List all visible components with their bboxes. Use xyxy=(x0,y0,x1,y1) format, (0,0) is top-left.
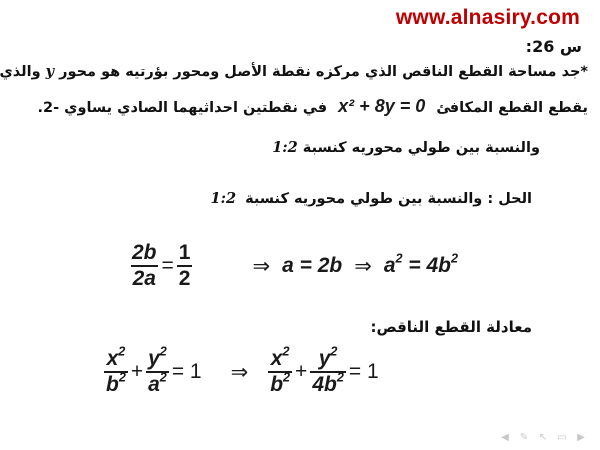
ellipse-sub-term-y: $\frac{y^2}{4b^2}$ xyxy=(312,344,344,397)
ellipse-sub-term-x: $\frac{x^2}{b^2}$ xyxy=(270,344,291,397)
problem-line-1 xyxy=(0,63,588,80)
solution-heading-text: الحل : والنسبة بين طولي محوريه كنسبة xyxy=(245,191,532,207)
slide-toolbar xyxy=(498,432,588,444)
ratio-left-denominator: 2a xyxy=(132,267,156,291)
plus-sign: + xyxy=(130,360,144,384)
ellipse-equation-label: معادلة القطع الناقص: xyxy=(370,318,532,336)
step-a-squared: $a^2 = 4b^2$ xyxy=(383,251,458,278)
problem-line-1-suffix: والذي xyxy=(0,64,41,80)
pen-icon[interactable]: ✎ xyxy=(519,432,529,443)
ellipse-equation xyxy=(104,344,382,397)
pointer-icon[interactable]: ↖ xyxy=(538,432,548,443)
implies-arrow-3: ⇒ xyxy=(230,360,249,385)
problem-line-2 xyxy=(37,96,588,117)
ratio-equation xyxy=(130,242,458,290)
solution-ratio: 1:2 xyxy=(210,190,237,207)
question-number: س 26: xyxy=(525,37,582,56)
problem-line-3-text: والنسبة بين طولي محوريه كنسبة xyxy=(302,140,540,156)
ratio-right-denominator: 2 xyxy=(178,267,191,291)
solution-heading xyxy=(211,190,533,207)
step-a-equals-2b: a = 2b xyxy=(282,254,343,278)
problem-ratio: 1:2 xyxy=(272,139,298,156)
plus-sign-2: + xyxy=(295,360,308,384)
equals-one-2: = 1 xyxy=(348,360,379,384)
parabola-equation: x² + 8y = 0 xyxy=(338,96,426,116)
problem-line-1-prefix: *جد مساحة القطع الناقص الذي مركزه نقطة الأصل ومحور بؤرتيه هو محور xyxy=(59,64,588,80)
equals-sign: = xyxy=(161,254,174,278)
ratio-fraction-left xyxy=(130,242,159,290)
site-watermark: www.alnasiry.com xyxy=(395,6,580,29)
next-arrow-icon[interactable]: ▶ xyxy=(577,432,585,443)
problem-axis-variable: y xyxy=(45,63,55,80)
ratio-left-numerator: 2b xyxy=(132,241,157,264)
menu-icon[interactable]: ▭ xyxy=(557,432,567,443)
ellipse-term-y: $\frac{y^2}{a^2}$ xyxy=(148,344,167,397)
implies-arrow-1: ⇒ xyxy=(252,254,271,279)
problem-line-2-suffix: في نقطتين احداثيهما الصادي يساوي -2. xyxy=(37,100,328,116)
ratio-fraction-right xyxy=(177,242,193,290)
equals-one: = 1 xyxy=(171,360,202,384)
ratio-right-numerator: 1 xyxy=(178,241,191,264)
implies-arrow-2: ⇒ xyxy=(354,254,372,279)
problem-line-3 xyxy=(272,139,540,156)
problem-line-2-prefix: يقطع القطع المكافئ xyxy=(436,100,588,116)
prev-arrow-icon[interactable]: ◀ xyxy=(501,432,509,443)
ellipse-term-x: $\frac{x^2}{b^2}$ xyxy=(106,344,126,397)
